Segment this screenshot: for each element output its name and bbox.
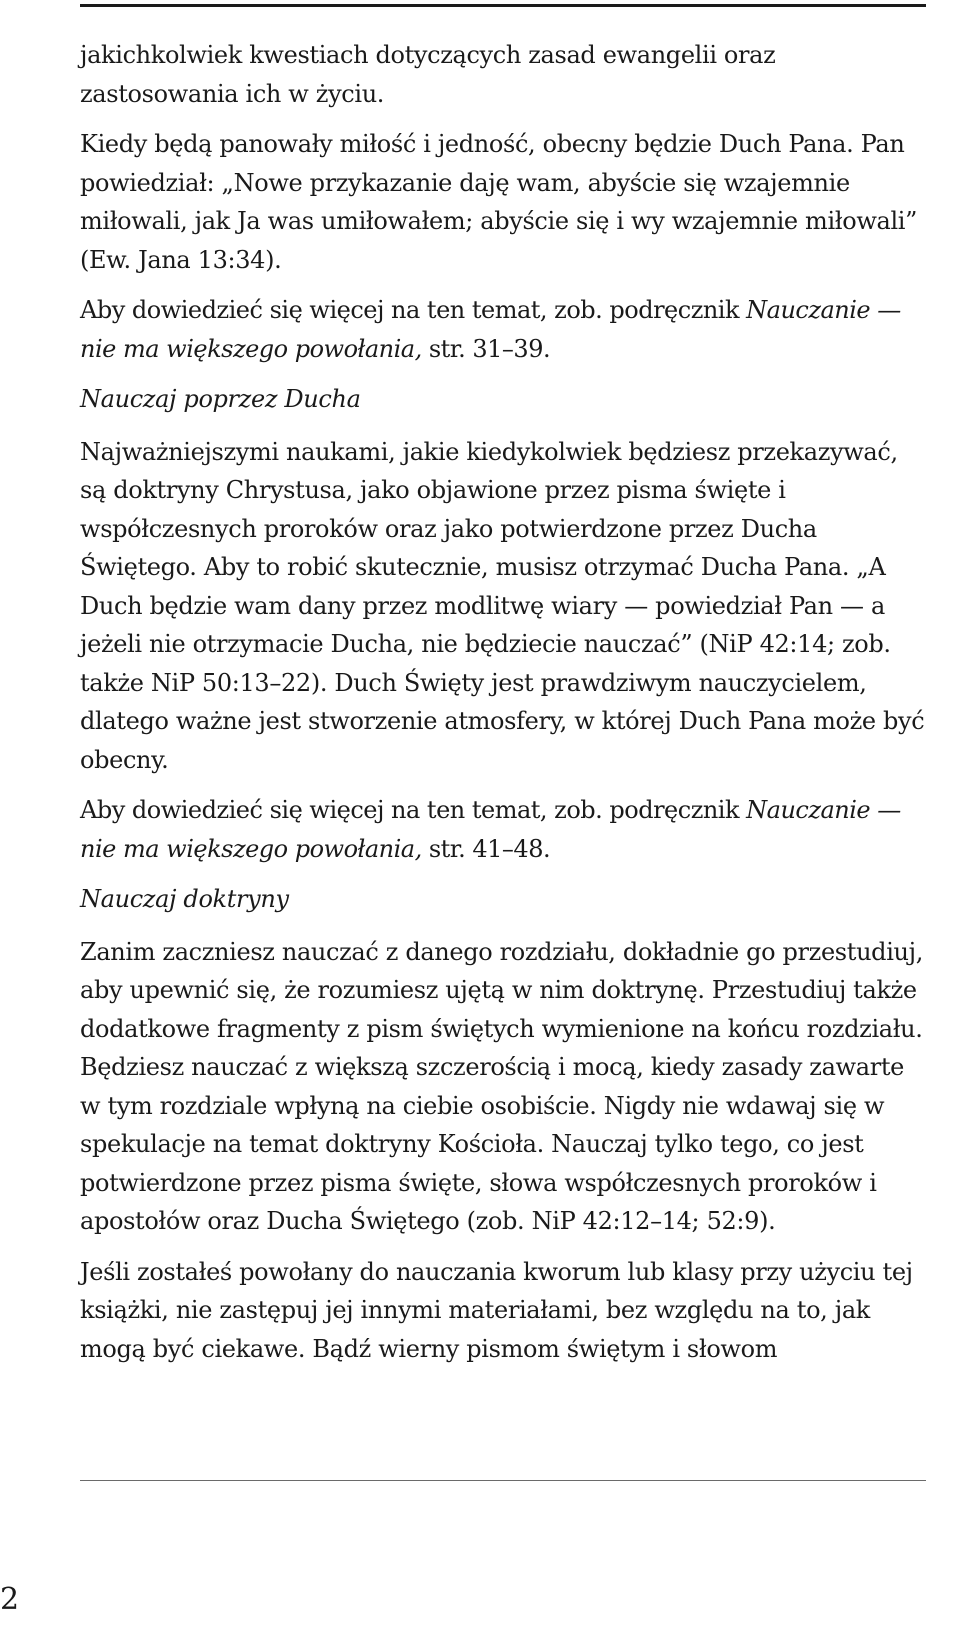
- footer-rule: [80, 1480, 926, 1481]
- reference-title: Nauczanie — nie ma większego powołania,: [80, 296, 901, 363]
- section-heading: Nauczaj poprzez Ducha: [80, 385, 361, 413]
- paragraph: Zanim zaczniesz nauczać z danego rozdziału, dokładnie go przestudiuj, aby upewnić się, że rozumiesz ujętą w nim doktrynę. Przestudiuj także dodatkowe fragmenty z pism świętych wymienione na końcu rozdziału. Będziesz nauczać z większą szczerością i mocą, kiedy zasady zawarte w tym rozdziale wpłyną na ciebie osobiście. Nigdy nie wdawaj się w spekulacje na temat doktryny Kościoła. Nauczaj tylko tego, co jest potwierdzone przez pisma święte, słowa współczesnych proroków i apostołów oraz Ducha Świętego (zob. NiP 42:12–14; 52:9).: [80, 937, 923, 1235]
- paragraph: jakichkolwiek kwestiach dotyczących zasad ewangelii oraz zastosowania ich w życiu.: [80, 41, 776, 108]
- reference-pages: str. 41–48.: [421, 834, 551, 863]
- page-number: 2: [0, 1582, 20, 1617]
- section-heading: Nauczaj doktryny: [80, 885, 289, 913]
- reference-note: [80, 791, 926, 868]
- body-text: [80, 36, 926, 1380]
- reference-prefix: Aby dowiedzieć się więcej na ten temat, zob. podręcznik: [80, 296, 747, 324]
- reference-title: Nauczanie — nie ma większego powołania,: [80, 796, 901, 863]
- paragraph: Jeśli zostałeś powołany do nauczania kworum lub klasy przy użyciu tej książki, nie zastępuj jej innymi materiałami, bez względu na to, jak mogą być ciekawe. Bądź wierny pismom świętym i słowom: [80, 1257, 913, 1363]
- reference-note: [80, 291, 926, 368]
- paragraph: Kiedy będą panowały miłość i jedność, obecny będzie Duch Pana. Pan powiedział: „Nowe przykazanie daję wam, abyście się wzajemnie miłowali, jak Ja was umiłowałem; abyście się i wy wzajemnie miłowali” (Ew. Jana 13:34).: [80, 130, 918, 274]
- reference-prefix: Aby dowiedzieć się więcej na ten temat, zob. podręcznik: [80, 796, 747, 824]
- reference-pages: str. 31–39.: [421, 334, 551, 363]
- paragraph: Najważniejszymi naukami, jakie kiedykolwiek będziesz przekazywać, są doktryny Chrystusa, jako objawione przez pisma święte i współczesnych proroków oraz jako potwierdzone przez Ducha Świętego. Aby to robić skutecznie, musisz otrzymać Ducha Pana. „A Duch będzie wam dany przez modlitwę wiary — powiedział Pan — a jeżeli nie otrzymacie Ducha, nie będziecie nauczać” (NiP 42:14; zob. także NiP 50:13–22). Duch Święty jest prawdziwym nauczycielem, dlatego ważne jest stworzenie atmosfery, w której Duch Pana może być obecny.: [80, 437, 925, 774]
- top-rule: [80, 4, 926, 7]
